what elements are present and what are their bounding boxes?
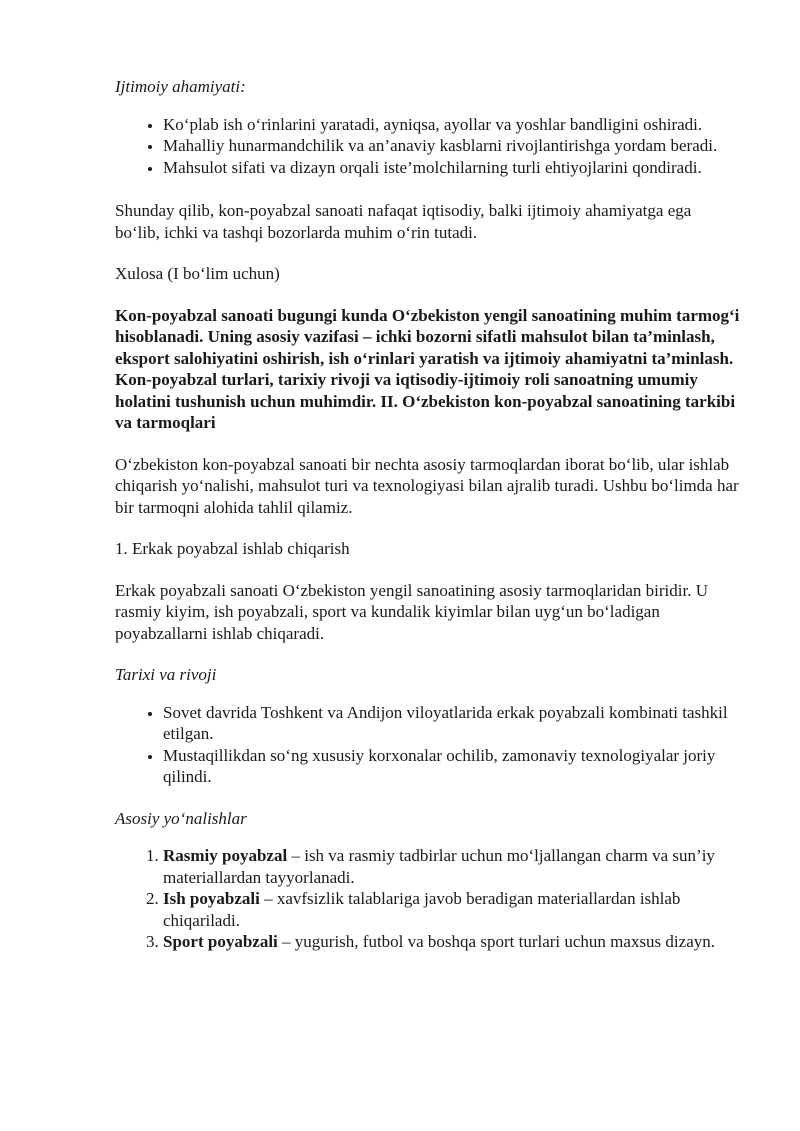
list-item: • Mustaqillikdan so‘ng xususiy korxonalar ochilib, zamonaviy texnologiyalar joriy qilindi. [163,745,740,788]
list-item: • Ko‘plab ish o‘rinlarini yaratadi, ayniqsa, ayollar va yoshlar bandligini oshiradi. [163,114,740,136]
list-item: • Mahsulot sifati va dizayn orqali iste’molchilarning turli ehtiyojlarini qondiradi. [163,157,740,179]
conclusion-text: Kon-poyabzal sanoati bugungi kunda O‘zbekiston yengil sanoatining muhim tarmog‘i hisoblanadi. Uning asosiy vazifasi – ichki bozorni sifatli mahsulot bilan ta’minlash, eksport salohiyatini oshirish, ish o‘rinlari yaratish va ijtimoiy ahamiyatni ta’minlash. Kon-poyabzal turlari, tarixiy rivoji va iqtisodiy-ijtimoiy roli sanoatning umumiy holatini tushunish uchun muhimdir. II. O‘zbekiston kon-poyabzal sanoatining tarkibi va tarmoqlari [115,305,740,432]
social-list [115,114,740,179]
list-item [163,931,740,953]
list-item-term: Ish poyabzali [163,889,260,908]
list-item-text: – xavfsizlik talablariga javob beradigan materiallardan ishlab chiqariladi. [163,889,681,930]
list-item: • Sovet davrida Toshkent va Andijon viloyatlarida erkak poyabzali kombinati tashkil etilgan. [163,702,740,745]
social-heading: Ijtimoiy ahamiyati: [115,77,246,96]
directions-list [115,845,740,953]
directions-heading: Asosiy yo‘nalishlar [115,808,247,828]
list-item: • Mahalliy hunarmandchilik va an’anaviy kasblarni rivojlantirishga yordam beradi. [163,135,740,157]
list-item-text: – ish va rasmiy tadbirlar uchun mo‘ljallangan charm va sun’iy materiallardan tayyorlanadi. [163,846,715,887]
conclusion-heading: Xulosa (I bo‘lim uchun) [115,264,280,283]
list-item-text: – yugurish, futbol va boshqa sport turlari uchun maxsus dizayn. [277,932,715,951]
list-item-term: Sport poyabzali [163,932,278,951]
section1-heading: 1. Erkak poyabzal ishlab chiqarish [115,539,350,558]
list-item [163,888,740,931]
history-list [115,702,740,788]
intro-paragraph: O‘zbekiston kon-poyabzal sanoati bir nechta asosiy tarmoqlardan iborat bo‘lib, ular ishlab chiqarish yo‘nalishi, mahsulot turi va texnologiyasi bilan ajralib turadi. Ushbu bo‘limda har bir tarmoqni alohida tahlil qilamiz. [115,454,739,517]
social-summary: Shunday qilib, kon-poyabzal sanoati nafaqat iqtisodiy, balki ijtimoiy ahamiyatga ega bo‘lib, ichki va tashqi bozorlarda muhim o‘rin tutadi. [115,201,692,242]
list-item-term: Rasmiy poyabzal [163,846,288,865]
section1-paragraph: Erkak poyabzali sanoati O‘zbekiston yengil sanoatining asosiy tarmoqlaridan biridir. U rasmiy kiyim, ish poyabzali, sport va kundalik kiyimlar bilan uyg‘un bo‘ladigan poyabzallarni ishlab chiqaradi. [115,580,708,643]
document-body [115,76,740,953]
history-heading: Tarixi va rivoji [115,665,217,684]
list-item [163,845,740,888]
